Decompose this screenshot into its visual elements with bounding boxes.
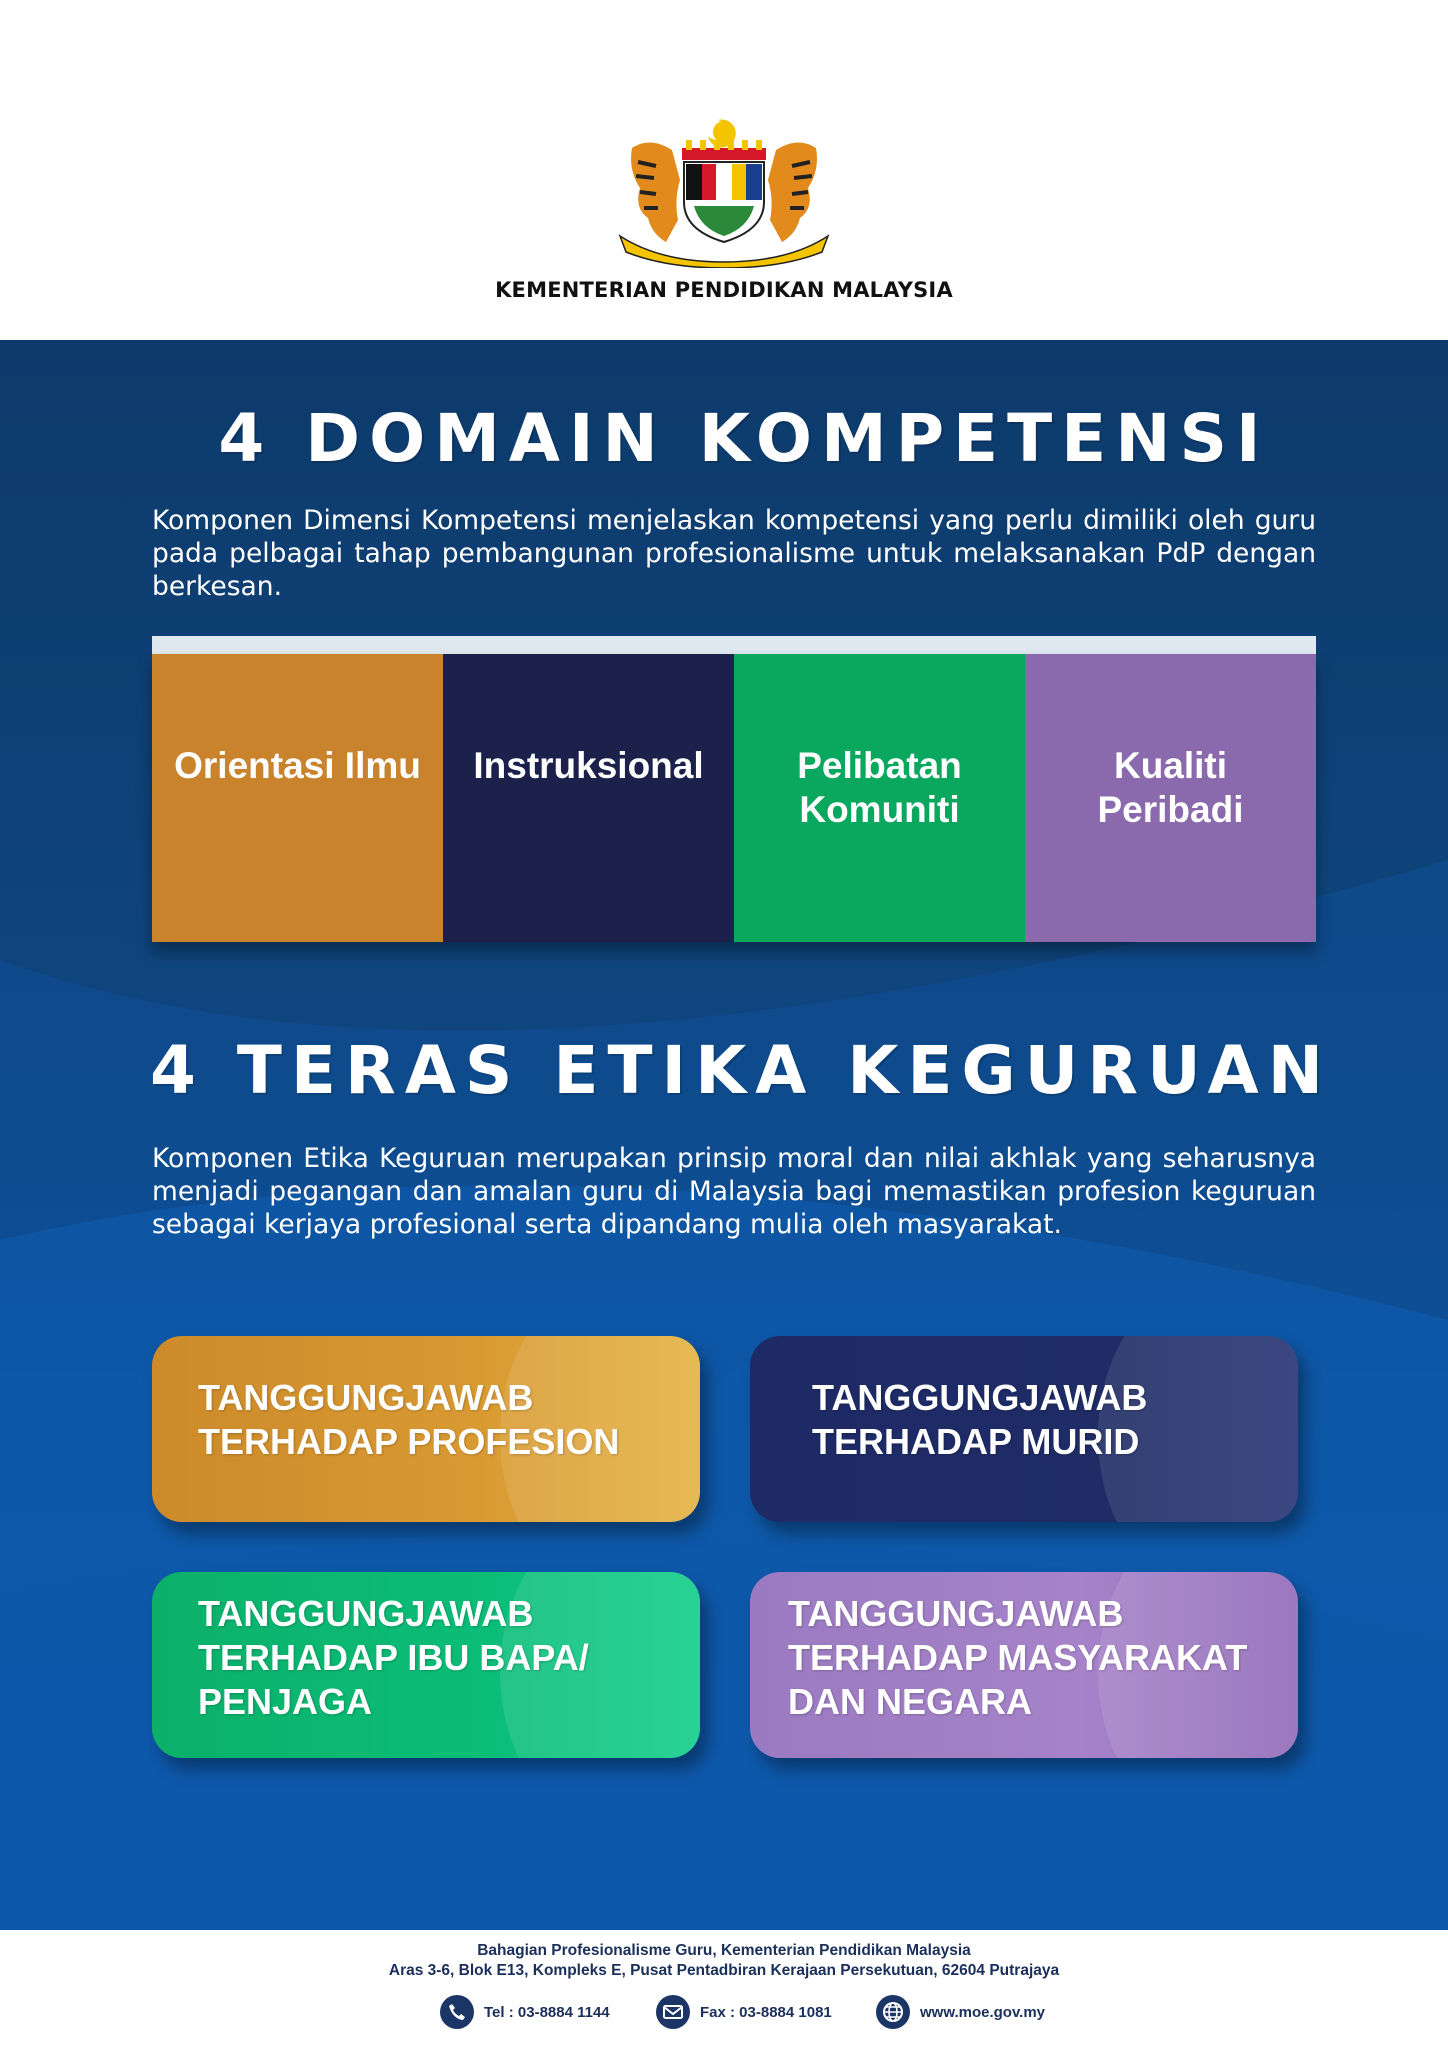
domain-pelibatan-komuniti — [734, 654, 1025, 942]
domain-instruksional — [443, 654, 734, 942]
teras-card-murid — [750, 1336, 1298, 1522]
mail-icon — [656, 1995, 690, 2029]
footer — [0, 1930, 1448, 2048]
teras-card-label: TANGGUNGJAWAB TERHADAP MURID — [812, 1377, 1148, 1462]
header — [0, 0, 1448, 340]
domain-label: Instruksional — [473, 745, 704, 786]
main-panel — [0, 340, 1448, 1930]
teras-card-label: TANGGUNGJAWAB TERHADAP IBU BAPA/ PENJAGA — [198, 1593, 589, 1722]
teras-description: Komponen Etika Keguruan merupakan prinsip moral dan nilai akhlak yang seharusnya menjadi pegangan dan amalan guru di Malaysia bagi memastikan profesion keguruan sebagai kerjaya profesional serta dipandang mulia oleh masyarakat. — [152, 1143, 1316, 1240]
contact-fax: Fax : 03-8884 1081 — [656, 1994, 832, 2030]
contact-web[interactable]: www.moe.gov.my — [876, 1994, 1045, 2030]
ministry-name: KEMENTERIAN PENDIDIKAN MALAYSIA — [495, 278, 953, 302]
teras-card-profesion — [152, 1336, 700, 1522]
domain-label: Orientasi Ilmu — [174, 745, 421, 786]
footer-address: Aras 3-6, Blok E13, Kompleks E, Pusat Pentadbiran Kerajaan Persekutuan, 62604 Putrajaya — [388, 1962, 1060, 1979]
teras-card-ibu-bapa — [152, 1572, 700, 1758]
domain-label: Pelibatan Komuniti — [797, 745, 962, 830]
teras-card-label: TANGGUNGJAWAB TERHADAP MASYARAKAT DAN NEGARA — [788, 1593, 1248, 1722]
domain-strip — [152, 636, 1316, 654]
globe-icon — [876, 1995, 910, 2029]
teras-card-label: TANGGUNGJAWAB TERHADAP PROFESION — [198, 1377, 620, 1462]
domain-kualiti-peribadi — [1025, 654, 1316, 942]
domain-title: 4 DOMAIN KOMPETENSI — [218, 400, 1270, 477]
phone-icon — [440, 1995, 474, 2029]
domain-description: Komponen Dimensi Kompetensi menjelaskan kompetensi yang perlu dimiliki oleh guru pada pelbagai tahap pembangunan profesionalisme untuk melaksanakan PdP dengan berkesan. — [152, 505, 1316, 602]
domain-grid — [152, 654, 1316, 942]
teras-title: 4 TERAS ETIKA KEGURUAN — [150, 1032, 1332, 1109]
coat-of-arms-icon — [614, 118, 834, 268]
domain-orientasi-ilmu — [152, 654, 443, 942]
contact-tel: Tel : 03-8884 1144 — [440, 1994, 610, 2030]
domain-label: Kualiti Peribadi — [1097, 745, 1244, 830]
footer-division: Bahagian Profesionalisme Guru, Kementerian Pendidikan Malaysia — [477, 1942, 971, 1959]
teras-card-masyarakat — [750, 1572, 1298, 1758]
